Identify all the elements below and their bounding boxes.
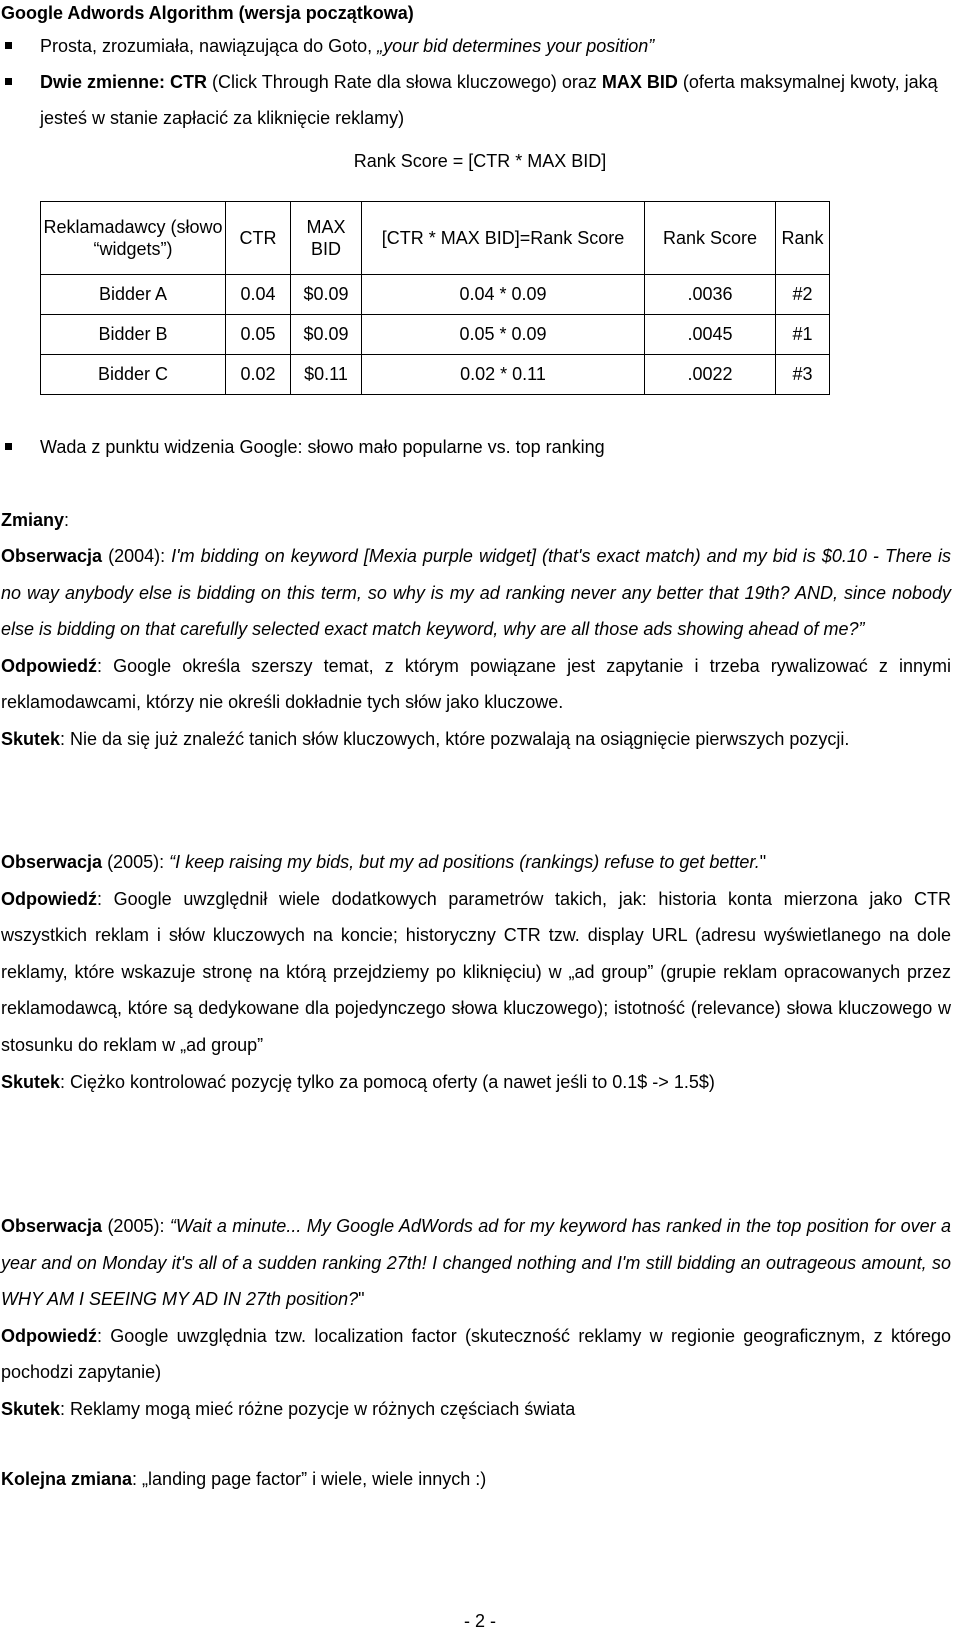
table-row: [41, 355, 830, 395]
result-2005-b: Skutek: Reklamy mogą mieć różne pozycje w różnych częściach świata: [1, 1398, 576, 1419]
next-change: Kolejna zmiana: „landing page factor” i wiele, wiele innych :): [1, 1469, 487, 1489]
page-title: Google Adwords Algorithm (wersja początkowa): [1, 3, 414, 23]
bullet-square-icon: [5, 443, 12, 450]
bullet-two-variables: Dwie zmienne: CTR (Click Through Rate dla słowa kluczowego) oraz MAX BID (oferta maksymalnej kwoty, jaką jesteś w stanie zapłacić za kliknięcie reklamy): [0, 64, 950, 136]
table-header-cell: Reklamadawcy (słowo “widgets”): [41, 202, 226, 275]
table-row: [41, 315, 830, 355]
observation-2005-a: Obserwacja (2005): “I keep raising my bids, but my ad positions (rankings) refuse to get better.": [1, 852, 767, 872]
table-cell: .0045: [645, 315, 776, 355]
observation-2004: Obserwacja (2004): I'm bidding on keyword [Mexia purple widget] (that's exact match) and my bid is $0.10 - There is no way anybody else is bidding on this term, so why is my ad ranking never any better that 19th? AND, since nobody else is bidding on that carefully selected exact match keyword, why are all those ads showing ahead of me?”: [1, 546, 951, 640]
bullet-google-drawback: Wada z punktu widzenia Google: słowo mało popularne vs. top ranking: [0, 429, 950, 465]
table-cell: 0.02: [226, 355, 291, 395]
rank-score-table: [40, 201, 830, 395]
table-cell: Bidder B: [41, 315, 226, 355]
table-cell: 0.04 * 0.09: [362, 275, 645, 315]
table-cell: #1: [776, 315, 830, 355]
zmiany-heading: Zmiany:: [1, 510, 70, 530]
table-cell: Bidder A: [41, 275, 226, 315]
table-cell: #3: [776, 355, 830, 395]
table-header-row: [41, 202, 830, 275]
table-cell: $0.11: [291, 355, 362, 395]
observation-2005-b: Obserwacja (2005): “Wait a minute... My Google AdWords ad for my keyword has ranked in the top position for over a year and on Monday it's all of a sudden ranking 27th! I changed nothing and I'm still bidding an outrageous amount, so WHY AM I SEEING MY AD IN 27th position?": [1, 1216, 951, 1310]
table-cell: $0.09: [291, 275, 362, 315]
table-cell: Bidder C: [41, 355, 226, 395]
table-cell: .0036: [645, 275, 776, 315]
table-header-cell: MAX BID: [291, 202, 362, 275]
table-cell: 0.05 * 0.09: [362, 315, 645, 355]
table-header-cell: Rank: [776, 202, 830, 275]
table-row: [41, 275, 830, 315]
answer-2004: Odpowiedź: Google określa szerszy temat, z którym powiązane jest zapytanie i trzeba rywalizować z innymi reklamodawcami, którzy nie określi dokładnie tych słów jako kluczowe.: [1, 655, 951, 713]
table-cell: $0.09: [291, 315, 362, 355]
answer-2005-a: Odpowiedź: Google uwzględnił wiele dodatkowych parametrów takich, jak: historia konta mierzona jako CTR wszystkich reklam i słów kluczowych na koncie; historyczny CTR tzw. display URL (adresu wyświetlanego na dole reklamy, które wskazuje stronę na którą przejdziemy po kliknięciu) w „ad group” (grupie reklam opracowanych przez reklamodawcą, które są dedykowane dla pojedynczego słowa kluczowego); istotność (relevance) słowa kluczowego w stosunku do reklam w „ad group”: [1, 888, 951, 1055]
section-2004: [1, 538, 951, 758]
table-header-cell: Rank Score: [645, 202, 776, 275]
result-2005-a: Skutek: Ciężko kontrolować pozycję tylko za pomocą oferty (a nawet jeśli to 0.1$ -> 1.5$): [1, 1071, 715, 1092]
page-number: - 2 -: [463, 1611, 496, 1631]
table-cell: 0.04: [226, 275, 291, 315]
result-2004: Skutek: Nie da się już znaleźć tanich słów kluczowych, które pozwalają na osiągnięcie pierwszych pozycji.: [1, 728, 850, 749]
bullet-square-icon: [5, 78, 12, 85]
section-2005-a: [1, 844, 951, 1100]
table-cell: 0.02 * 0.11: [362, 355, 645, 395]
answer-2005-b: Odpowiedź: Google uwzględnia tzw. localization factor (skuteczność reklamy w regionie geograficznym, z którego pochodzi zapytanie): [1, 1325, 951, 1383]
table-header-cell: CTR: [226, 202, 291, 275]
table-cell: #2: [776, 275, 830, 315]
section-2005-b: [1, 1208, 951, 1428]
rank-score-formula: Rank Score = [CTR * MAX BID]: [353, 151, 607, 171]
table-cell: 0.05: [226, 315, 291, 355]
bullet-square-icon: [5, 42, 12, 49]
table-cell: .0022: [645, 355, 776, 395]
table-header-cell: [CTR * MAX BID]=Rank Score: [362, 202, 645, 275]
bullet-goto: Prosta, zrozumiała, nawiązująca do Goto, „your bid determines your position”: [0, 28, 950, 64]
